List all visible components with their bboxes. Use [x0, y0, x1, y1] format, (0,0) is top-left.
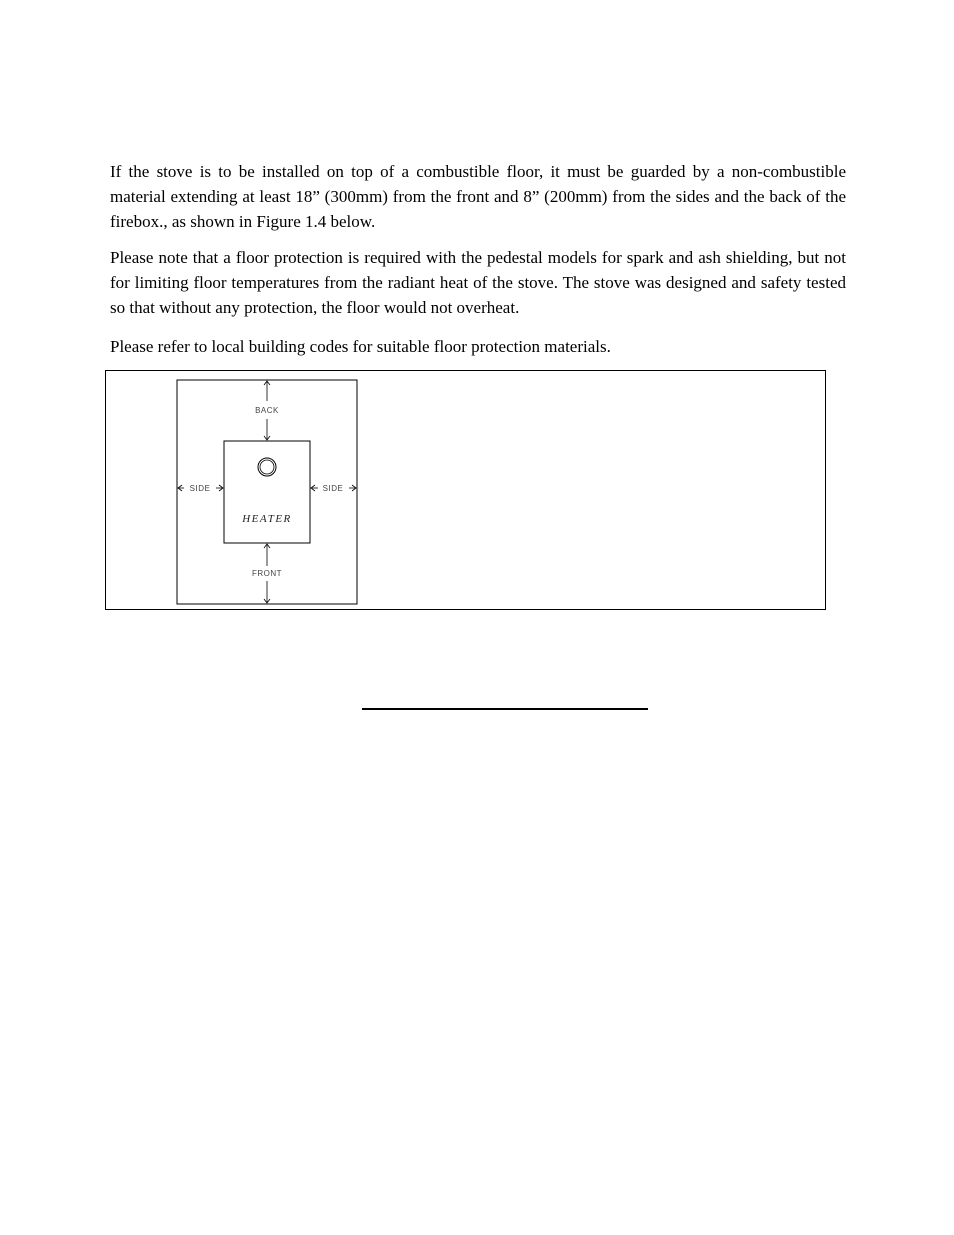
paragraph-floor-protection-requirement: If the stove is to be installed on top of a combustible floor, it must be guarded by a non-combustible material extending at least 18” (300mm) from the front and 8” (200mm) from the sides and the back of the firebox., as shown in Figure 1.4 below. [110, 162, 846, 231]
front-label: FRONT [251, 569, 283, 578]
side-left-label: SIDE [189, 484, 211, 493]
flue-collar-outer [258, 458, 276, 476]
heater-label: HEATER [242, 513, 292, 525]
flue-collar-inner [260, 460, 274, 474]
floor-protection-diagram [106, 371, 827, 611]
figure-frame [105, 370, 826, 610]
horizontal-rule [362, 708, 648, 710]
heater-outline [224, 441, 310, 543]
paragraph-building-codes: Please refer to local building codes for suitable floor protection materials. [110, 337, 611, 356]
paragraph-pedestal-note: Please note that a floor protection is required with the pedestal models for spark and ash shielding, but not for limiting floor temperatures from the radiant heat of the stove. The stove was designed and safety tested so that without any protection, the floor would not overheat. [110, 248, 846, 317]
back-label: BACK [255, 406, 279, 415]
side-right-label: SIDE [322, 484, 344, 493]
